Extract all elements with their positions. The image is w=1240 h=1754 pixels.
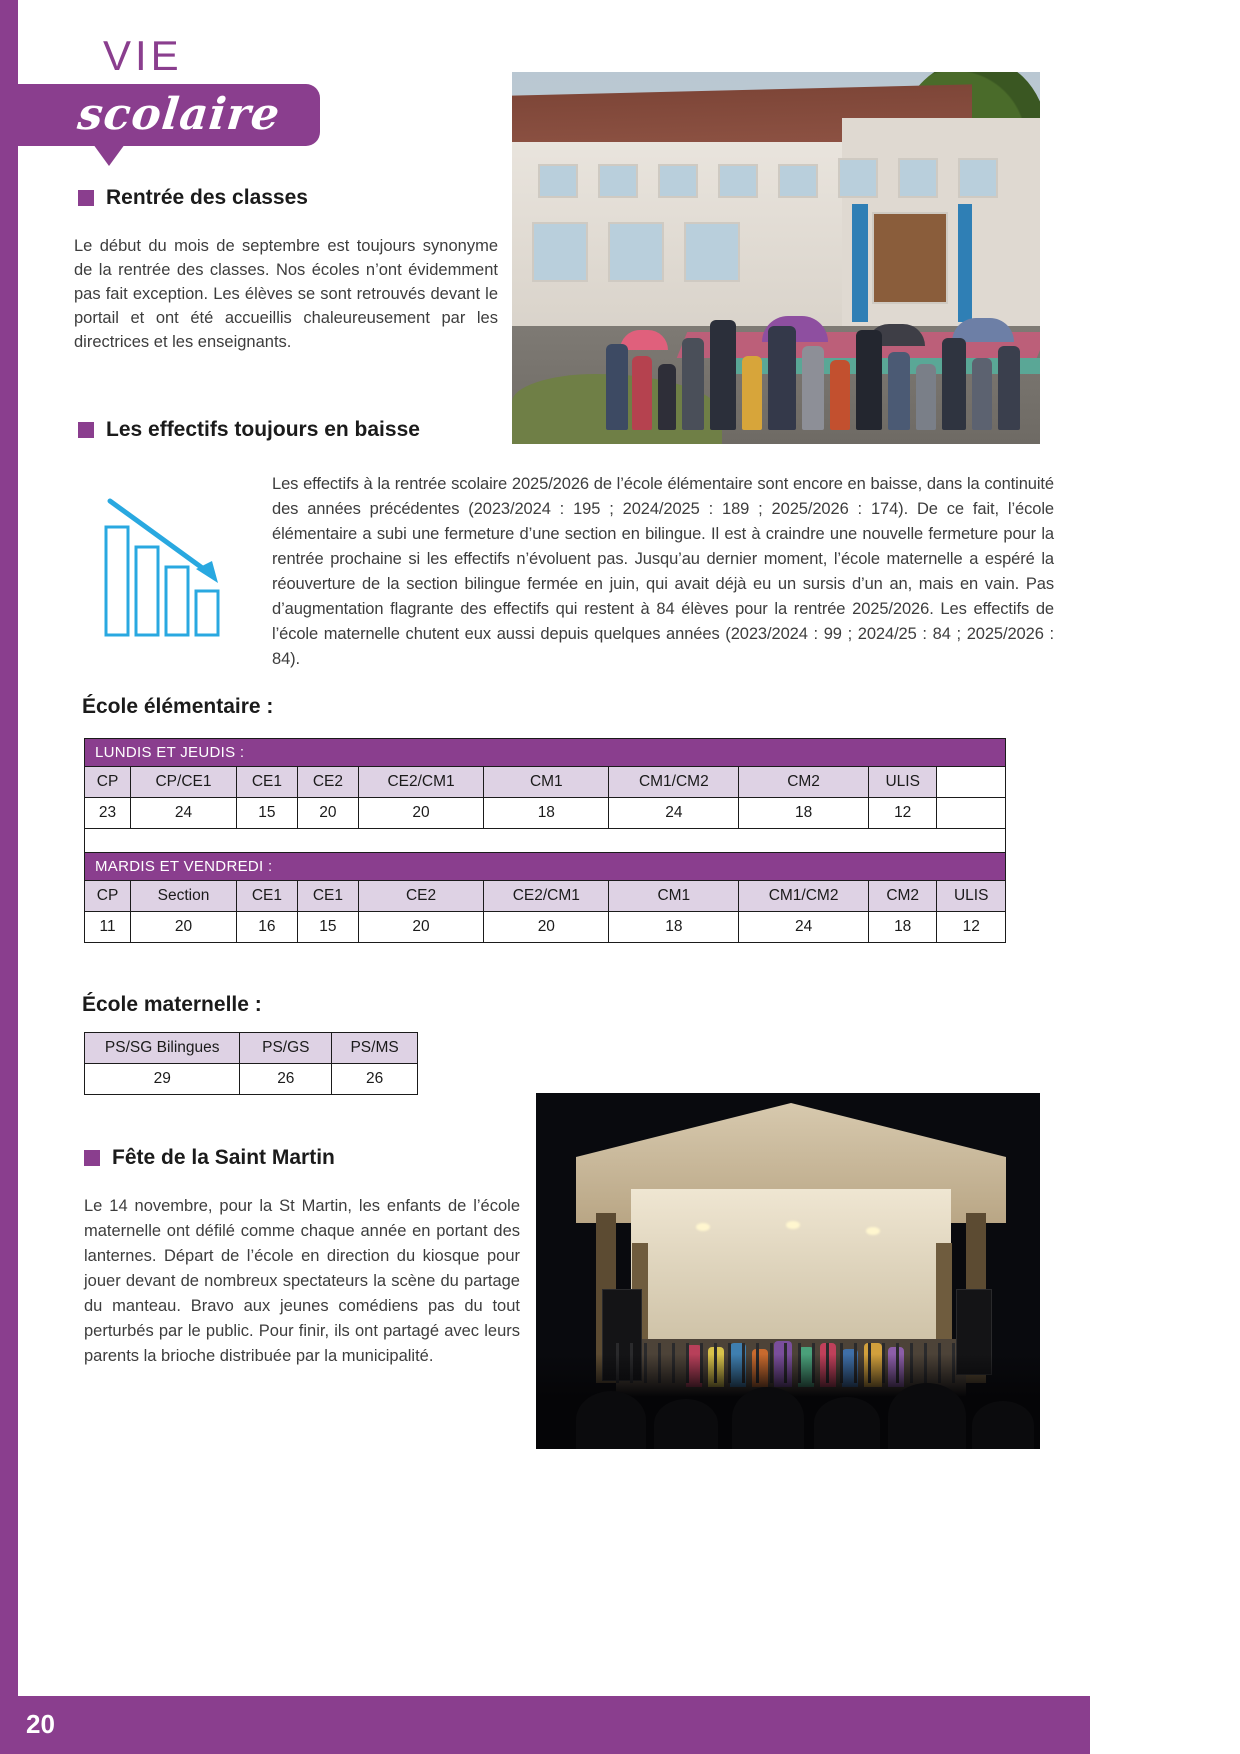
table1-col-0: CP — [85, 767, 131, 798]
page-number: 20 — [26, 1709, 55, 1739]
table-row — [85, 912, 1006, 943]
section-heading-effectifs — [78, 418, 420, 442]
table-row — [85, 1033, 418, 1064]
table-ecole-maternelle — [84, 1032, 418, 1095]
paragraph-saint-martin: Le 14 novembre, pour la St Martin, les enfants de l’école maternelle ont défilé comme chaque année en portant des lanternes. Départ de l’école en direction du kiosque pour jouer devant de nombreux spectateurs la scène du partage du manteau. Bravo aux jeunes comédiens pas du tout perturbés par le public. Pour finir, ils ont partagé avec leurs parents la brioche distribuée par la municipalité. — [84, 1197, 520, 1365]
table1-col-1: CP/CE1 — [131, 767, 237, 798]
section-heading-rentree — [78, 186, 308, 210]
square-bullet-icon — [78, 190, 94, 206]
banner-pointer — [93, 144, 125, 166]
maternelle-col-0: PS/SG Bilingues — [85, 1033, 240, 1064]
maternelle-val-0: 29 — [85, 1064, 240, 1095]
table2-col-6: CM1 — [609, 881, 739, 912]
subheading-ecole-maternelle: École maternelle : — [82, 993, 262, 1016]
table1-val-1: 24 — [131, 798, 237, 829]
table1-col-2: CE1 — [236, 767, 297, 798]
table1-val-4: 20 — [358, 798, 483, 829]
table2-val-3: 15 — [297, 912, 358, 943]
table1-caption: LUNDIS ET JEUDIS : — [85, 739, 1006, 767]
declining-bar-chart-icon — [100, 495, 240, 655]
table-spacer — [85, 829, 1006, 853]
table1-col-5: CM1 — [484, 767, 609, 798]
square-bullet-icon — [84, 1150, 100, 1166]
table2-col-9: ULIS — [937, 881, 1006, 912]
table2-val-8: 18 — [868, 912, 936, 943]
table2-col-8: CM2 — [868, 881, 936, 912]
footer-white-notch — [1090, 1696, 1240, 1754]
table1-col-8: ULIS — [868, 767, 936, 798]
table-spacer-row — [85, 829, 1006, 853]
table-row — [85, 1064, 418, 1095]
table2-col-4: CE2 — [358, 881, 483, 912]
section-heading-saint-martin — [84, 1146, 335, 1170]
left-purple-spine — [0, 0, 18, 1754]
table1-val-7: 18 — [739, 798, 869, 829]
table1-col-9 — [937, 767, 1006, 798]
paragraph-rentree: Le début du mois de septembre est toujours synonyme de la rentrée des classes. Nos écoles n’ont évidemment pas fait exception. Les élèves se sont retrouvés devant le portail et ont été accueillis chaleureusement par les directrices et les enseignants. — [74, 237, 498, 351]
maternelle-val-1: 26 — [240, 1064, 332, 1095]
table2-val-9: 12 — [937, 912, 1006, 943]
photo-rentree-des-classes — [512, 72, 1040, 444]
table2-col-0: CP — [85, 881, 131, 912]
section-title-rentree: Rentrée des classes — [106, 186, 308, 209]
table-row — [85, 881, 1006, 912]
table2-val-5: 20 — [484, 912, 609, 943]
table-caption-row — [85, 853, 1006, 881]
table1-val-0: 23 — [85, 798, 131, 829]
table2-col-3: CE1 — [297, 881, 358, 912]
header-title-vie: VIE — [103, 32, 183, 79]
table2-col-5: CE2/CM1 — [484, 881, 609, 912]
table1-val-8: 12 — [868, 798, 936, 829]
table1-col-6: CM1/CM2 — [609, 767, 739, 798]
table2-val-0: 11 — [85, 912, 131, 943]
table2-val-7: 24 — [739, 912, 869, 943]
table2-col-1: Section — [131, 881, 237, 912]
table1-val-5: 18 — [484, 798, 609, 829]
page-footer — [0, 1676, 1240, 1754]
photo-fete-saint-martin — [536, 1093, 1040, 1449]
table1-col-3: CE2 — [297, 767, 358, 798]
header-title-scolaire: scolaire — [75, 89, 283, 140]
table1-col-4: CE2/CM1 — [358, 767, 483, 798]
paragraph-effectifs: Les effectifs à la rentrée scolaire 2025/2026 de l’école élémentaire sont encore en baisse, dans la continuité des années précédentes (2023/2024 : 195 ; 2024/2025 : 189 ; 2025/2026 : 174). De ce fait, l’école élémentaire a subi une fermeture d’une section en bilingue. Il est à craindre une nouvelle fermeture pour la rentrée prochaine si les effectifs n’évoluent pas. Jusqu’au dernier moment, l’école maternelle a espéré la réouverture de la section bilingue fermée en juin, qui avait déjà eu un sursis d’un an, mais en vain. Pas d’augmentation flagrante des effectifs qui restent à 84 élèves pour la rentrée 2025/2026. Les effectifs de l’école maternelle chutent eux aussi depuis quelques années (2023/2024 : 99 ; 2024/25 : 84 ; 2025/2026 : 84). — [272, 475, 1054, 668]
section-title-saint-martin: Fête de la Saint Martin — [112, 1146, 335, 1169]
table-row — [85, 798, 1006, 829]
table-row — [85, 767, 1006, 798]
maternelle-val-2: 26 — [332, 1064, 418, 1095]
table1-val-2: 15 — [236, 798, 297, 829]
table1-val-3: 20 — [297, 798, 358, 829]
section-title-effectifs: Les effectifs toujours en baisse — [106, 418, 420, 441]
maternelle-col-1: PS/GS — [240, 1033, 332, 1064]
page-header — [18, 18, 328, 148]
table1-col-7: CM2 — [739, 767, 869, 798]
table2-col-7: CM1/CM2 — [739, 881, 869, 912]
subheading-ecole-elementaire: École élémentaire : — [82, 695, 274, 718]
table2-val-6: 18 — [609, 912, 739, 943]
square-bullet-icon — [78, 422, 94, 438]
table1-val-9 — [937, 798, 1006, 829]
footer-purple-bar — [0, 1696, 1240, 1754]
table-ecole-elementaire — [84, 738, 1006, 943]
table2-val-2: 16 — [236, 912, 297, 943]
table2-val-4: 20 — [358, 912, 483, 943]
table-caption-row — [85, 739, 1006, 767]
table2-col-2: CE1 — [236, 881, 297, 912]
maternelle-col-2: PS/MS — [332, 1033, 418, 1064]
table2-val-1: 20 — [131, 912, 237, 943]
table1-val-6: 24 — [609, 798, 739, 829]
table2-caption: MARDIS ET VENDREDI : — [85, 853, 1006, 881]
